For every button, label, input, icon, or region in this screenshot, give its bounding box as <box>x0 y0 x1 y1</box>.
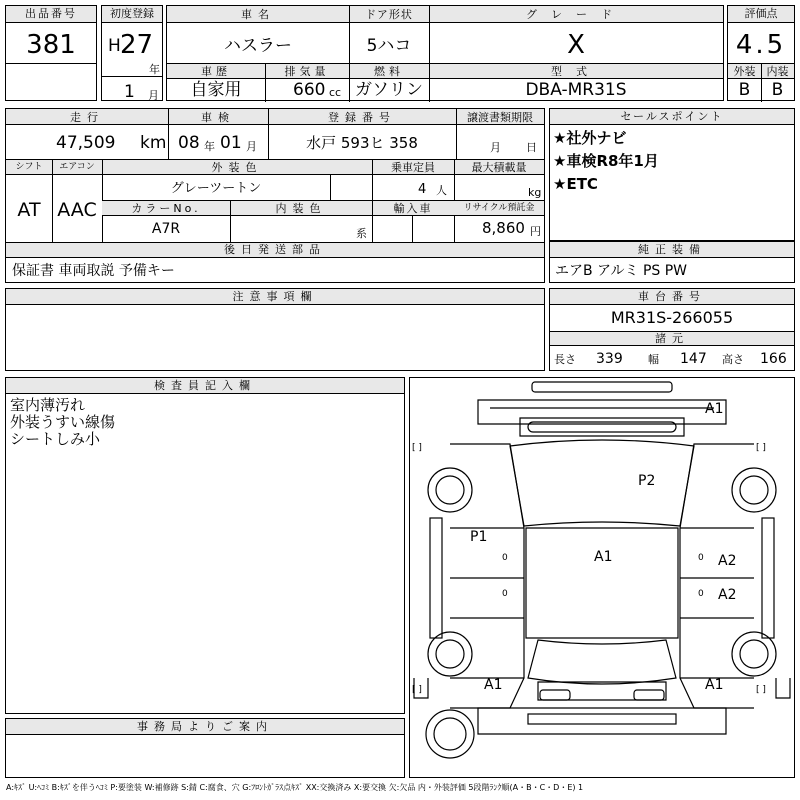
genuine-equipment-header: 純正装備 <box>550 242 794 258</box>
first-reg-box <box>101 5 163 101</box>
lot-no: 381 <box>26 30 76 60</box>
mileage-unit: km <box>140 133 167 153</box>
grade: X <box>567 30 585 60</box>
aircon: AAC <box>57 199 97 221</box>
inspection-year: 08 <box>178 133 200 153</box>
exterior-grade: B <box>738 80 751 100</box>
history-header: 車歴 <box>201 65 231 78</box>
details-box <box>5 108 545 283</box>
office-header: 事務局よりご案内 <box>6 719 404 735</box>
later-parts-header: 後日発送部品 <box>6 243 544 258</box>
capacity-header: 乗車定員 <box>391 161 435 174</box>
lot-no-header: 出品番号 <box>6 6 96 23</box>
interior-grade: B <box>771 80 784 100</box>
transfer-day-unit: 日 <box>526 141 537 154</box>
office-box <box>5 718 405 778</box>
damage-diagram <box>409 377 795 778</box>
mark-seat-left: P1 <box>470 529 488 545</box>
length-label: 長さ <box>554 353 576 366</box>
shift-header: シフト <box>15 162 43 172</box>
transfer-header: 譲渡書類期限 <box>467 111 533 124</box>
sales-points-box <box>549 108 795 241</box>
color-no-header: カラーNo. <box>131 202 201 215</box>
sales-points-header: セールスポイント <box>550 109 794 125</box>
interior-header: 内装 <box>766 65 789 78</box>
mark-center: A1 <box>594 549 613 565</box>
genuine-equipment: エアB アルミ PS PW <box>555 263 688 279</box>
mark-zero-2: 0 <box>502 589 508 599</box>
era: H <box>108 36 121 56</box>
sales-point-3: ★ETC <box>553 175 598 193</box>
mark-rear-left: A1 <box>484 677 503 693</box>
mileage-header: 走行 <box>70 111 104 124</box>
first-reg-month: 1 <box>124 82 135 102</box>
recycle-unit: 円 <box>530 225 541 238</box>
max-load-header: 最大積載量 <box>471 161 527 174</box>
mark-right-door-front: A2 <box>718 553 737 569</box>
legend: A:ｷｽﾞ U:ﾍｺﾐ B:ｷｽﾞを伴うﾍｺﾐ P:要塗装 W:補修跡 S:錆 C:腐食、穴 G:ﾌﾛﾝﾄｶﾞﾗｽ点ｷｽﾞ XX:交換済み X:要交換 欠:欠品 内・外装評価 5段階ﾗﾝｸ順(A・B・C・D・E) 1 <box>6 783 584 792</box>
chassis-no: MR31S-266055 <box>610 308 734 327</box>
ext-color: グレーツートン <box>170 181 262 196</box>
door-type: 5ハコ <box>366 36 412 56</box>
sales-point-1: ★社外ナビ <box>553 129 627 147</box>
inspection-month-unit: 月 <box>246 140 257 153</box>
mark-right-door-rear: A2 <box>718 587 737 603</box>
inspector-header: 検査員記入欄 <box>6 378 404 394</box>
inspector-note-1: 室内薄汚れ <box>10 396 86 414</box>
bracket-left-top: [ ] <box>412 443 422 453</box>
inspection-year-unit: 年 <box>204 140 215 153</box>
mark-zero-4: 0 <box>698 589 704 599</box>
capacity-unit: 人 <box>436 184 447 197</box>
door-type-header: ドア形状 <box>365 8 413 21</box>
lot-no-box <box>5 5 97 101</box>
car-outline-diagram <box>410 378 794 777</box>
first-reg-header: 初度登録 <box>102 6 162 23</box>
genuine-equipment-box <box>549 241 795 283</box>
rating: 4.5 <box>735 30 787 60</box>
color-no: A7R <box>151 221 181 237</box>
inspector-box <box>5 377 405 714</box>
model-code: DBA-MR31S <box>525 80 627 100</box>
reg-no: 水戸 593ヒ 358 <box>306 134 418 152</box>
sales-point-2: ★車検R8年1月 <box>553 152 659 170</box>
month-unit: 月 <box>148 89 159 102</box>
bracket-right-bottom: [ ] <box>756 685 766 695</box>
exterior-header: 外装 <box>733 65 756 78</box>
history: 自家用 <box>190 80 242 100</box>
ext-color-header: 外装色 <box>211 161 263 174</box>
length: 339 <box>596 351 623 367</box>
inspector-note-2: 外装うすい線傷 <box>10 413 116 431</box>
import-header: 輸入車 <box>393 202 433 215</box>
inspection-header: 車検 <box>201 111 235 124</box>
later-parts: 保証書 車両取説 予備キー <box>12 263 175 279</box>
shift: AT <box>17 199 41 221</box>
max-load-unit: kg <box>528 186 542 199</box>
displacement: 660 <box>293 80 326 100</box>
recycle-header: リサイクル預託金 <box>463 203 535 213</box>
displacement-header: 排気量 <box>284 65 330 78</box>
int-color-header: 内装色 <box>275 202 327 215</box>
recycle: 8,860 <box>482 219 525 237</box>
height: 166 <box>760 351 787 367</box>
fuel-header: 燃料 <box>374 65 404 78</box>
mark-zero-3: 0 <box>698 553 704 563</box>
bracket-right-top: [ ] <box>756 443 766 453</box>
aircon-header: エアコン <box>59 162 95 172</box>
height-label: 高さ <box>722 353 744 366</box>
mark-roof: P2 <box>638 473 656 489</box>
capacity: 4 <box>418 182 427 197</box>
notes-box <box>5 288 545 371</box>
mark-front: A1 <box>705 401 724 417</box>
notes-header: 注意事項欄 <box>6 289 544 305</box>
fuel: ガソリン <box>355 80 423 100</box>
displacement-unit: cc <box>329 86 342 99</box>
mileage: 47,509 <box>56 133 116 153</box>
year-unit: 年 <box>149 63 160 76</box>
mark-rear-right: A1 <box>705 677 724 693</box>
width-label: 幅 <box>648 353 659 366</box>
bracket-left-bottom: [ ] <box>412 685 422 695</box>
car-name-header: 車名 <box>241 8 275 21</box>
model-code-header: 型式 <box>551 65 601 78</box>
reg-no-header: 登録番号 <box>328 111 396 124</box>
width: 147 <box>680 351 707 367</box>
chassis-box <box>549 288 795 371</box>
inspector-note-3: シートしみ小 <box>10 430 101 448</box>
inspection-month: 01 <box>220 133 242 153</box>
transfer-month-unit: 月 <box>490 141 501 154</box>
rating-box <box>727 5 795 101</box>
mark-zero-1: 0 <box>502 553 508 563</box>
car-info-box <box>166 5 724 101</box>
first-reg-year: 27 <box>120 30 154 60</box>
int-color-unit: 系 <box>356 227 367 240</box>
grade-header: グレード <box>526 8 626 21</box>
car-name: ハスラー <box>224 36 292 56</box>
dimensions-header: 諸元 <box>550 332 794 346</box>
chassis-no-header: 車台番号 <box>550 289 794 305</box>
rating-header: 評価点 <box>728 6 794 23</box>
